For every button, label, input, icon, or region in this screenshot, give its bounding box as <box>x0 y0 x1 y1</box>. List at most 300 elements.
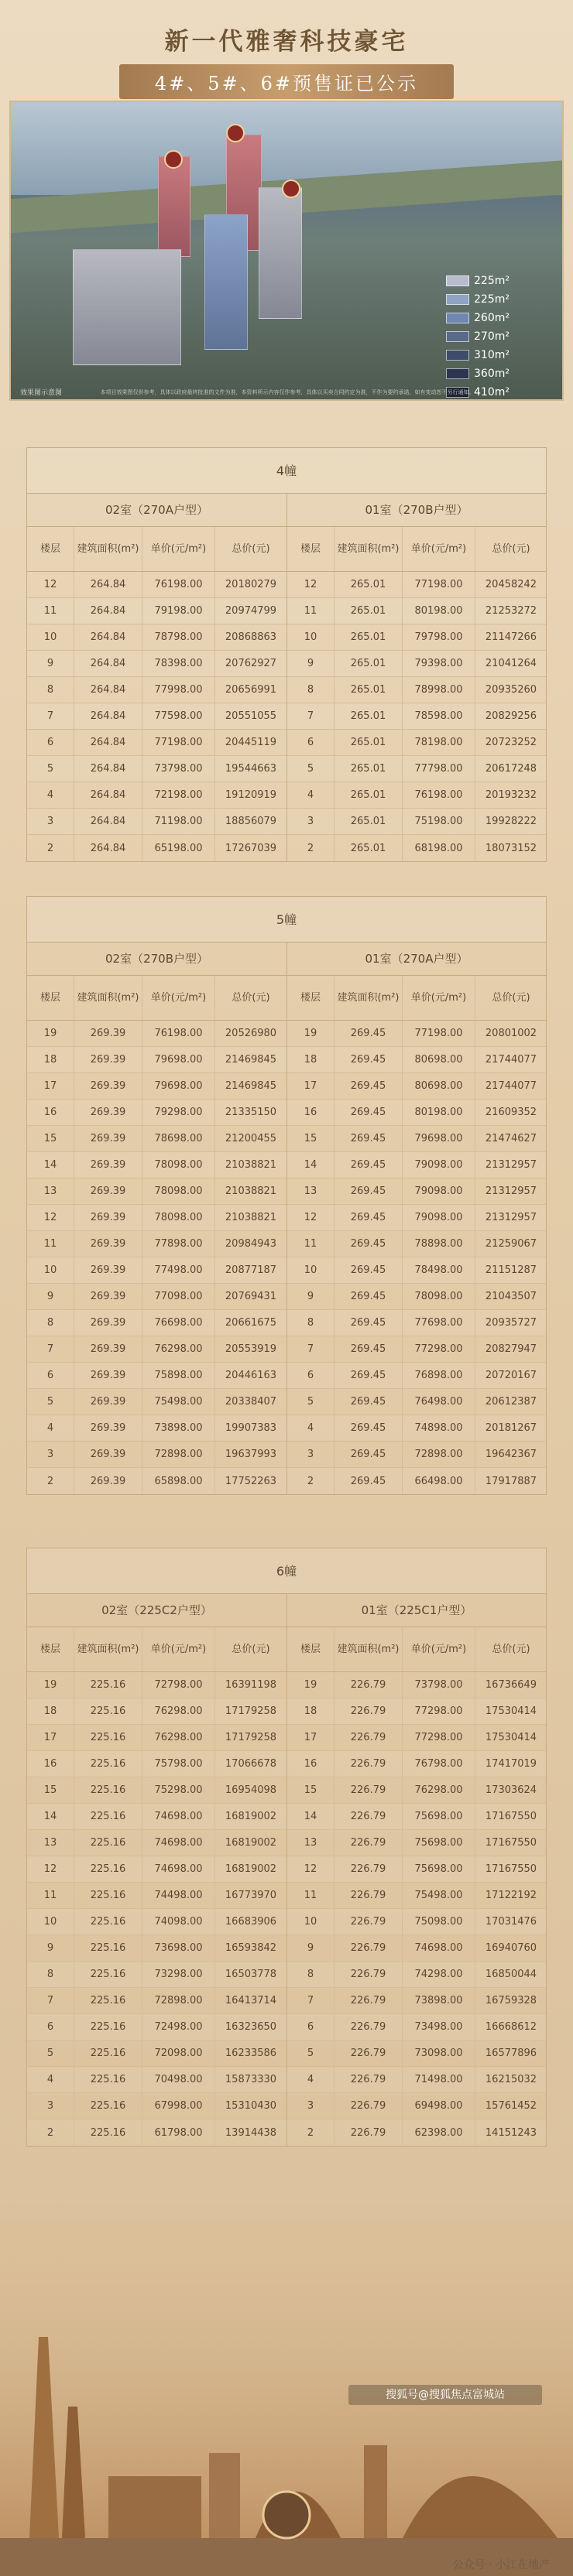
unit-price-cell: 73298.00 <box>142 1962 214 1987</box>
table-row <box>287 1962 546 1988</box>
floor-cell: 12 <box>304 1863 317 1875</box>
unit-price-cell: 78398.00 <box>142 651 214 676</box>
total-price-cell: 17179258 <box>214 1725 286 1750</box>
floor-cell: 11 <box>304 1238 317 1250</box>
unit-price-cell: 74698.00 <box>402 1935 475 1961</box>
total-price-cell: 20935260 <box>475 677 547 703</box>
table-row <box>287 1725 546 1751</box>
total-price-cell: 17167550 <box>475 1856 547 1882</box>
unit-price-cell: 78198.00 <box>402 730 475 755</box>
unit-price-cell: 79198.00 <box>142 598 214 624</box>
area-legend <box>446 272 554 401</box>
area-cell: 269.45 <box>334 1205 402 1230</box>
tower-grey-a <box>259 187 302 319</box>
area-cell: 264.84 <box>74 598 142 624</box>
area-cell: 269.45 <box>334 1073 402 1099</box>
floor-cell: 15 <box>304 1133 317 1144</box>
area-cell: 265.01 <box>334 677 402 703</box>
unit-price-cell: 78098.00 <box>142 1179 214 1204</box>
table-row <box>27 1672 286 1699</box>
table-row <box>287 2041 546 2067</box>
legend-row <box>446 310 554 326</box>
column-header <box>287 976 546 1021</box>
floor-cell: 8 <box>46 1969 54 1980</box>
area-cell: 226.79 <box>334 1962 402 1987</box>
area-cell: 226.79 <box>334 2041 402 2066</box>
unit-price-cell: 72198.00 <box>142 782 214 808</box>
floor-cell: 12 <box>43 1212 57 1223</box>
floor-cell: 8 <box>46 684 54 696</box>
legend-row <box>446 347 554 363</box>
area-cell: 265.01 <box>334 756 402 782</box>
col-floor: 楼层 <box>39 1643 60 1655</box>
unit-price-cell: 76198.00 <box>142 1021 214 1046</box>
total-price-cell: 21253272 <box>475 598 547 624</box>
table-row <box>287 756 546 782</box>
table-body <box>287 1021 546 1494</box>
table-row <box>27 1777 286 1804</box>
total-price-cell: 21038821 <box>214 1179 286 1204</box>
area-cell: 269.45 <box>334 1389 402 1415</box>
table-row <box>27 677 286 703</box>
area-cell: 264.84 <box>74 835 142 861</box>
col-unit-price: 单价(元/m²) <box>402 976 475 1020</box>
total-price-cell: 21259067 <box>475 1231 547 1257</box>
table-row <box>27 782 286 809</box>
area-cell: 225.16 <box>74 1935 142 1961</box>
total-price-cell: 16759328 <box>475 1988 547 2013</box>
table-row <box>287 1363 546 1389</box>
area-cell: 264.84 <box>74 730 142 755</box>
area-cell: 269.39 <box>74 1468 142 1494</box>
unit-price-cell: 73098.00 <box>402 2041 475 2066</box>
floor-cell: 15 <box>304 1784 317 1796</box>
total-price-cell: 20656991 <box>214 677 286 703</box>
floor-cell: 14 <box>304 1811 317 1822</box>
area-cell: 264.84 <box>74 782 142 808</box>
floor-cell: 15 <box>43 1133 57 1144</box>
floor-cell: 7 <box>307 1343 314 1355</box>
unit-price-cell: 72898.00 <box>142 1442 214 1467</box>
table-row <box>27 1883 286 1909</box>
table-row <box>287 1777 546 1804</box>
table-row <box>287 572 546 598</box>
total-price-cell: 17530414 <box>475 1725 547 1750</box>
total-price-cell: 16940760 <box>475 1935 547 1961</box>
unit-price-cell: 73498.00 <box>402 2014 475 2040</box>
floor-cell: 9 <box>46 1942 54 1954</box>
unit-price-cell: 77298.00 <box>402 1336 475 1362</box>
unit-price-cell: 78598.00 <box>402 703 475 729</box>
table-row <box>27 624 286 651</box>
area-cell: 225.16 <box>74 2119 142 2146</box>
area-cell: 226.79 <box>334 1988 402 2013</box>
right-unit-table <box>286 1594 546 2146</box>
floor-cell: 19 <box>304 1028 317 1039</box>
unit-price-cell: 79798.00 <box>402 624 475 650</box>
unit-price-cell: 77298.00 <box>402 1699 475 1724</box>
area-cell: 226.79 <box>334 1751 402 1777</box>
total-price-cell: 16668612 <box>475 2014 547 2040</box>
table-body <box>287 1672 546 2146</box>
floor-cell: 11 <box>43 1890 57 1901</box>
area-cell: 269.45 <box>334 1442 402 1467</box>
unit-price-cell: 79698.00 <box>142 1073 214 1099</box>
building-name: 4幢 <box>26 447 547 493</box>
unit-price-cell: 80698.00 <box>402 1047 475 1072</box>
floor-cell: 17 <box>43 1732 57 1743</box>
unit-price-cell: 79698.00 <box>142 1047 214 1072</box>
total-price-cell: 20617248 <box>475 756 547 782</box>
page-subtitle: 4#、5#、6#预售证已公示 <box>119 64 454 99</box>
area-cell: 265.01 <box>334 835 402 861</box>
unit-title: 02室（225C2户型） <box>27 1594 286 1627</box>
floor-cell: 13 <box>43 1185 57 1197</box>
total-price-cell: 17267039 <box>214 835 286 861</box>
legend-row <box>446 365 554 381</box>
area-cell: 269.45 <box>334 1284 402 1309</box>
floor-cell: 19 <box>43 1679 57 1691</box>
table-row <box>287 1047 546 1073</box>
building-name: 5幢 <box>26 896 547 942</box>
unit-price-cell: 76298.00 <box>402 1777 475 1803</box>
col-area: 建筑面积(m²) <box>74 976 142 1020</box>
unit-price-cell: 79298.00 <box>142 1100 214 1125</box>
area-cell: 226.79 <box>334 1830 402 1856</box>
table-row <box>287 1021 546 1047</box>
total-price-cell: 21312957 <box>475 1205 547 1230</box>
unit-price-cell: 74498.00 <box>142 1883 214 1908</box>
area-cell: 226.79 <box>334 1672 402 1698</box>
area-cell: 269.39 <box>74 1257 142 1283</box>
area-cell: 226.79 <box>334 2067 402 2092</box>
total-price-cell: 20338407 <box>214 1389 286 1415</box>
total-price-cell: 19637993 <box>214 1442 286 1467</box>
table-row <box>27 1856 286 1883</box>
total-price-cell: 21312957 <box>475 1179 547 1204</box>
total-price-cell: 20553919 <box>214 1336 286 1362</box>
col-total-price: 总价(元) <box>475 1627 547 1671</box>
area-cell: 226.79 <box>334 2014 402 2040</box>
total-price-cell: 17167550 <box>475 1804 547 1829</box>
area-cell: 269.45 <box>334 1126 402 1151</box>
table-row <box>287 1336 546 1363</box>
area-cell: 269.45 <box>334 1231 402 1257</box>
legend-swatch <box>446 368 469 379</box>
rendering-caption: 效果图示意图 <box>20 389 63 397</box>
area-cell: 269.45 <box>334 1363 402 1388</box>
unit-price-cell: 66498.00 <box>402 1468 475 1494</box>
floor-cell: 4 <box>46 1422 54 1434</box>
total-price-cell: 21335150 <box>214 1100 286 1125</box>
unit-price-cell: 72898.00 <box>142 1988 214 2013</box>
total-price-cell: 13914438 <box>214 2119 286 2146</box>
table-row <box>287 1804 546 1830</box>
right-unit-table <box>286 494 546 861</box>
floor-cell: 18 <box>304 1054 317 1066</box>
unit-price-cell: 73698.00 <box>142 1935 214 1961</box>
total-price-cell: 16819002 <box>214 1830 286 1856</box>
table-row <box>27 572 286 598</box>
total-price-cell: 21744077 <box>475 1047 547 1072</box>
table-row <box>27 1179 286 1205</box>
rendering-disclaimer: 本项目效果图仅供参考，具体以政府最终批准的文件为准，本资料所示内容仅作参考，具体以买卖合同约定为准，不作为要约承诺，如有变动恕不另行通知。 <box>100 389 475 395</box>
total-price-cell: 21474627 <box>475 1126 547 1151</box>
table-row <box>287 1126 546 1152</box>
unit-price-cell: 78798.00 <box>142 624 214 650</box>
area-cell: 225.16 <box>74 1672 142 1698</box>
total-price-cell: 20769431 <box>214 1284 286 1309</box>
col-unit-price: 单价(元/m²) <box>402 527 475 571</box>
area-cell: 269.39 <box>74 1363 142 1388</box>
total-price-cell: 21312957 <box>475 1152 547 1178</box>
area-cell: 225.16 <box>74 1962 142 1987</box>
table-row <box>287 1935 546 1962</box>
total-price-cell: 20829256 <box>475 703 547 729</box>
floor-cell: 17 <box>304 1080 317 1092</box>
floor-cell: 5 <box>307 763 314 775</box>
total-price-cell: 21469845 <box>214 1047 286 1072</box>
unit-price-cell: 73798.00 <box>402 1672 475 1698</box>
table-row <box>287 1179 546 1205</box>
unit-title: 02室（270A户型） <box>27 494 286 527</box>
floor-cell: 10 <box>304 1264 317 1276</box>
unit-price-cell: 69498.00 <box>402 2093 475 2119</box>
table-row <box>287 624 546 651</box>
floor-cell: 9 <box>46 1291 54 1302</box>
total-price-cell: 19907383 <box>214 1415 286 1441</box>
table-row <box>27 2093 286 2119</box>
unit-price-cell: 77098.00 <box>142 1284 214 1309</box>
area-cell: 226.79 <box>334 1856 402 1882</box>
area-cell: 225.16 <box>74 1804 142 1829</box>
table-row <box>287 1284 546 1310</box>
floor-cell: 14 <box>43 1159 57 1171</box>
table-row <box>27 1152 286 1179</box>
floor-cell: 19 <box>304 1679 317 1691</box>
building-table <box>26 1548 547 2147</box>
unit-price-cell: 68198.00 <box>402 835 475 861</box>
unit-price-cell: 80198.00 <box>402 1100 475 1125</box>
total-price-cell: 20974799 <box>214 598 286 624</box>
total-price-cell: 20661675 <box>214 1310 286 1336</box>
area-cell: 226.79 <box>334 2119 402 2146</box>
unit-price-cell: 67998.00 <box>142 2093 214 2119</box>
table-row <box>287 1442 546 1468</box>
area-cell: 265.01 <box>334 730 402 755</box>
total-price-cell: 17031476 <box>475 1909 547 1935</box>
floor-cell: 3 <box>46 816 54 827</box>
unit-price-cell: 78898.00 <box>402 1231 475 1257</box>
col-floor: 楼层 <box>300 1643 321 1655</box>
column-header <box>287 1627 546 1672</box>
unit-price-cell: 76298.00 <box>142 1725 214 1750</box>
total-price-cell: 16819002 <box>214 1856 286 1882</box>
floor-cell: 6 <box>46 2021 54 2033</box>
floor-cell: 6 <box>46 1370 54 1381</box>
table-row <box>287 2093 546 2119</box>
area-cell: 265.01 <box>334 809 402 834</box>
building-table <box>26 896 547 1495</box>
table-row <box>27 1415 286 1442</box>
area-cell: 269.39 <box>74 1284 142 1309</box>
unit-price-cell: 77798.00 <box>402 756 475 782</box>
unit-price-cell: 76498.00 <box>402 1389 475 1415</box>
unit-price-cell: 74898.00 <box>402 1415 475 1441</box>
area-cell: 269.45 <box>334 1047 402 1072</box>
unit-title: 02室（270B户型） <box>27 942 286 976</box>
area-cell: 269.45 <box>334 1100 402 1125</box>
total-price-cell: 17179258 <box>214 1699 286 1724</box>
total-price-cell: 21038821 <box>214 1205 286 1230</box>
table-row <box>287 1468 546 1494</box>
table-row <box>27 730 286 756</box>
table-row <box>27 2014 286 2041</box>
table-row <box>287 1205 546 1231</box>
col-floor: 楼层 <box>39 991 60 1004</box>
legend-label: 410m² <box>474 385 510 399</box>
unit-price-cell: 77498.00 <box>142 1257 214 1283</box>
unit-price-cell: 77298.00 <box>402 1725 475 1750</box>
total-price-cell: 15873330 <box>214 2067 286 2092</box>
map-pin-6 <box>226 124 245 142</box>
area-cell: 269.45 <box>334 1468 402 1494</box>
unit-price-cell: 75698.00 <box>402 1830 475 1856</box>
col-area: 建筑面积(m²) <box>334 527 402 571</box>
area-cell: 269.39 <box>74 1073 142 1099</box>
total-price-cell: 21041264 <box>475 651 547 676</box>
col-area: 建筑面积(m²) <box>74 1627 142 1671</box>
table-body <box>287 572 546 861</box>
table-row <box>27 2067 286 2093</box>
unit-price-cell: 80198.00 <box>402 598 475 624</box>
legend-label: 225m² <box>474 274 510 287</box>
table-row <box>27 1073 286 1100</box>
unit-price-cell: 76298.00 <box>142 1699 214 1724</box>
total-price-cell: 18073152 <box>475 835 547 861</box>
unit-price-cell: 77198.00 <box>142 730 214 755</box>
column-header <box>27 976 286 1021</box>
area-cell: 269.39 <box>74 1179 142 1204</box>
area-cell: 225.16 <box>74 2041 142 2066</box>
total-price-cell: 21147266 <box>475 624 547 650</box>
area-cell: 265.01 <box>334 624 402 650</box>
total-price-cell: 17167550 <box>475 1830 547 1856</box>
area-cell: 225.16 <box>74 2067 142 2092</box>
floor-cell: 7 <box>46 1343 54 1355</box>
unit-price-cell: 65198.00 <box>142 835 214 861</box>
area-cell: 225.16 <box>74 2093 142 2119</box>
total-price-cell: 17917887 <box>475 1468 547 1494</box>
total-price-cell: 20181267 <box>475 1415 547 1441</box>
table-row <box>287 1699 546 1725</box>
col-unit-price: 单价(元/m²) <box>142 976 214 1020</box>
area-cell: 265.01 <box>334 572 402 597</box>
city-skyline-image <box>0 2244 573 2576</box>
area-cell: 226.79 <box>334 1725 402 1750</box>
table-row <box>27 1021 286 1047</box>
floor-cell: 2 <box>46 2126 54 2139</box>
table-row <box>287 835 546 861</box>
floor-cell: 16 <box>304 1758 317 1770</box>
floor-cell: 14 <box>304 1159 317 1171</box>
floor-cell: 12 <box>43 1863 57 1875</box>
total-price-cell: 15310430 <box>214 2093 286 2119</box>
legend-swatch <box>446 313 469 323</box>
area-cell: 269.39 <box>74 1442 142 1467</box>
left-unit-table <box>27 1594 286 2146</box>
table-row <box>27 1100 286 1126</box>
tower-blue-a <box>204 214 248 350</box>
floor-cell: 11 <box>43 605 57 617</box>
floor-cell: 11 <box>43 1238 57 1250</box>
col-total-price: 总价(元) <box>214 976 286 1020</box>
total-price-cell: 14151243 <box>475 2119 547 2146</box>
total-price-cell: 20526980 <box>214 1021 286 1046</box>
floor-cell: 5 <box>46 763 54 775</box>
floor-cell: 11 <box>304 1890 317 1901</box>
area-cell: 269.45 <box>334 1257 402 1283</box>
col-unit-price: 单价(元/m²) <box>142 527 214 571</box>
area-cell: 269.45 <box>334 1415 402 1441</box>
floor-cell: 5 <box>307 2047 314 2059</box>
total-price-cell: 17417019 <box>475 1751 547 1777</box>
legend-label: 360m² <box>474 367 510 380</box>
total-price-cell: 21151287 <box>475 1257 547 1283</box>
total-price-cell: 16850044 <box>475 1962 547 1987</box>
total-price-cell: 16954098 <box>214 1777 286 1803</box>
floor-cell: 18 <box>43 1054 57 1066</box>
unit-price-cell: 70498.00 <box>142 2067 214 2092</box>
brand-signature: 公众号 · 小江在地产 <box>452 2559 550 2571</box>
tower-pink-b <box>158 156 190 257</box>
table-row <box>287 1231 546 1257</box>
floor-cell: 10 <box>304 1916 317 1928</box>
area-cell: 226.79 <box>334 1909 402 1935</box>
area-cell: 225.16 <box>74 1830 142 1856</box>
floor-cell: 16 <box>304 1107 317 1118</box>
area-cell: 225.16 <box>74 1856 142 1882</box>
legend-row <box>446 272 554 289</box>
watermark: 搜狐号@搜狐焦点富城站 <box>348 2385 542 2405</box>
table-row <box>27 1935 286 1962</box>
unit-price-cell: 71498.00 <box>402 2067 475 2092</box>
floor-cell: 2 <box>307 2126 314 2139</box>
unit-price-cell: 62398.00 <box>402 2119 475 2146</box>
table-row <box>27 835 286 861</box>
total-price-cell: 20801002 <box>475 1021 547 1046</box>
floor-cell: 5 <box>46 2047 54 2059</box>
column-header <box>27 527 286 572</box>
area-cell: 264.84 <box>74 572 142 597</box>
table-row <box>287 1883 546 1909</box>
column-header <box>27 1627 286 1672</box>
unit-price-cell: 77898.00 <box>142 1231 214 1257</box>
floor-cell: 10 <box>43 1264 57 1276</box>
floor-cell: 7 <box>46 710 54 722</box>
unit-price-cell: 79098.00 <box>402 1179 475 1204</box>
floor-cell: 2 <box>307 842 314 854</box>
col-unit-price: 单价(元/m²) <box>142 1627 214 1671</box>
floor-cell: 14 <box>43 1811 57 1822</box>
floor-cell: 3 <box>46 1449 54 1460</box>
floor-cell: 8 <box>46 1317 54 1329</box>
col-unit-price: 单价(元/m²) <box>402 1627 475 1671</box>
table-row <box>27 651 286 677</box>
floor-cell: 2 <box>307 1475 314 1487</box>
unit-title: 01室（270B户型） <box>287 494 546 527</box>
floor-cell: 5 <box>46 1396 54 1408</box>
